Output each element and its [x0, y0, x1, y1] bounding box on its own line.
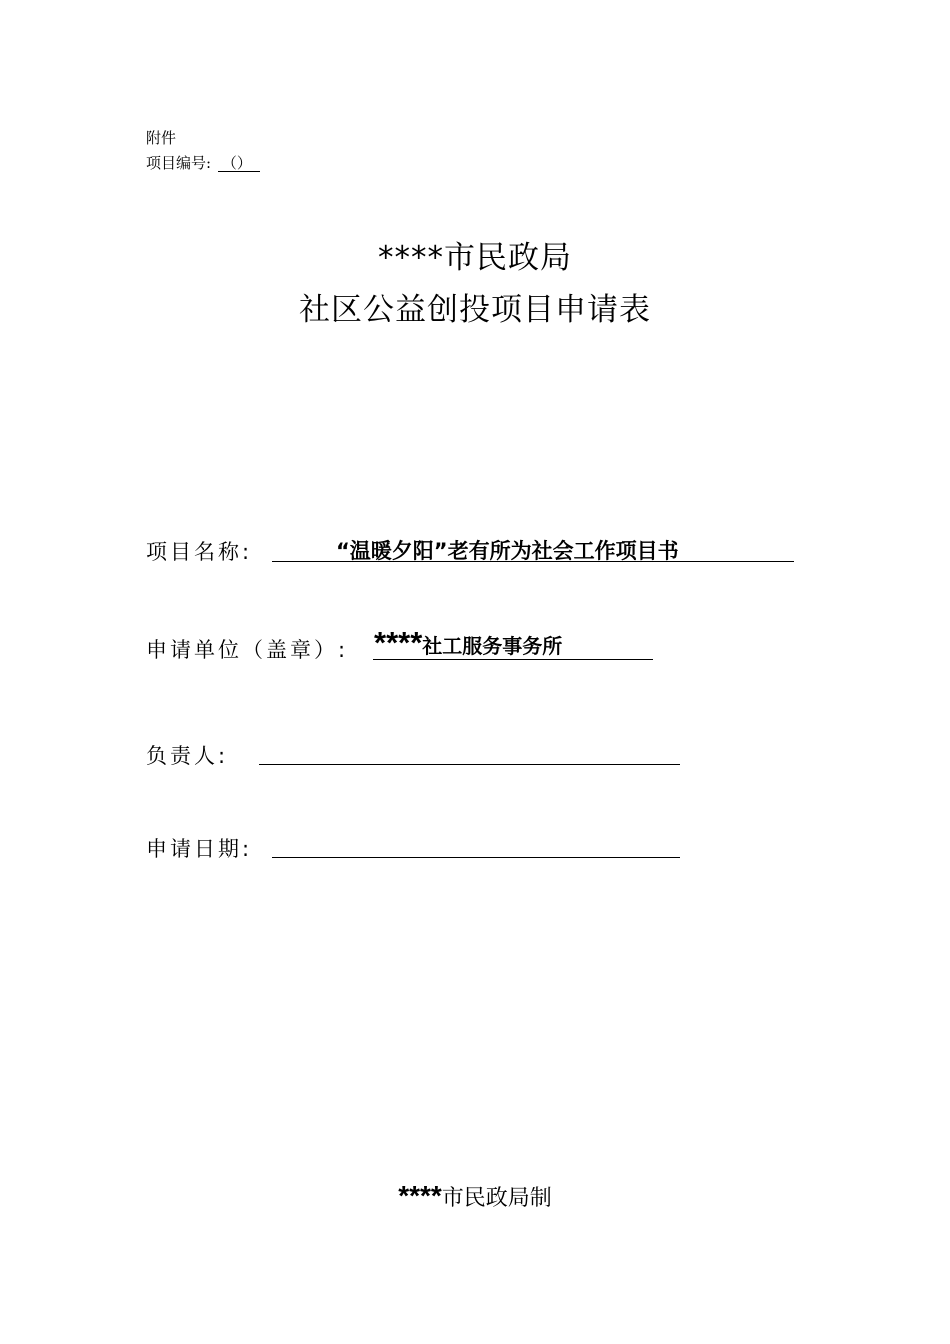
footer-text: 市民政局制	[441, 1186, 552, 1211]
footer-issuer	[0, 1180, 950, 1212]
apply-date-underline	[272, 857, 680, 858]
attachment-label: 附件	[146, 129, 177, 147]
responsible-label: 负责人:	[146, 744, 229, 768]
title-agency: ****市民政局	[378, 240, 572, 276]
project-name-value: “温暖夕阳”老有所为社会工作项目书	[336, 539, 679, 563]
responsible-underline	[259, 764, 680, 765]
apply-date-label: 申请日期:	[146, 837, 253, 861]
project-number-value: （）	[218, 155, 260, 172]
footer-stars: ****	[398, 1180, 442, 1211]
page-title: 社区公益创投项目申请表	[299, 292, 651, 328]
project-number	[146, 153, 260, 173]
project-name-label: 项目名称:	[146, 540, 253, 564]
applicant-value-stars: ****	[374, 625, 423, 660]
applicant-label: 申请单位（盖章）:	[146, 638, 349, 662]
applicant-value	[374, 625, 562, 661]
project-number-label: 项目编号:	[146, 154, 212, 172]
applicant-value-text: 社工服务事务所	[422, 634, 563, 658]
